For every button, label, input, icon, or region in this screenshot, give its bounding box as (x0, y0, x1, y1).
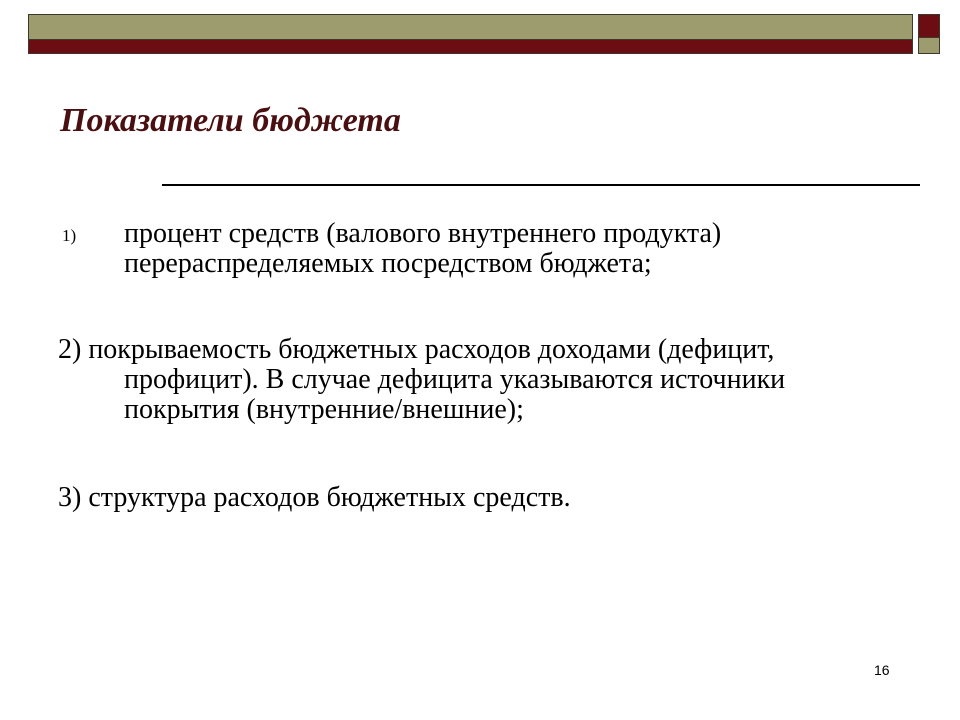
list-marker-1: 1) (62, 226, 77, 245)
corner-square-olive (918, 38, 940, 54)
page-number: 16 (874, 662, 890, 678)
list-item-2-line-3: покрытия (внутренние/внешние); (124, 394, 524, 425)
slide-title: Показатели бюджета (60, 102, 401, 139)
list-item-1 (124, 219, 884, 279)
list-item-1-line-2: перераспределяемых посредством бюджета; (124, 248, 652, 279)
list-item-1-line-1: процент средств (валового внутреннего продукта) (124, 218, 722, 249)
banner-maroon-stripe (29, 39, 912, 53)
list-item-2 (58, 335, 918, 425)
list-item-2-line-2: профицит). В случае дефицита указываются источники (124, 364, 786, 395)
title-divider (162, 184, 920, 186)
banner-olive-stripe (29, 15, 912, 39)
list-item-3: 3) структура расходов бюджетных средств. (58, 482, 571, 513)
corner-square-maroon (918, 14, 940, 38)
list-item-2-line-1: 2) покрываемость бюджетных расходов доходами (дефицит, (58, 334, 775, 365)
header-banner (28, 14, 913, 54)
